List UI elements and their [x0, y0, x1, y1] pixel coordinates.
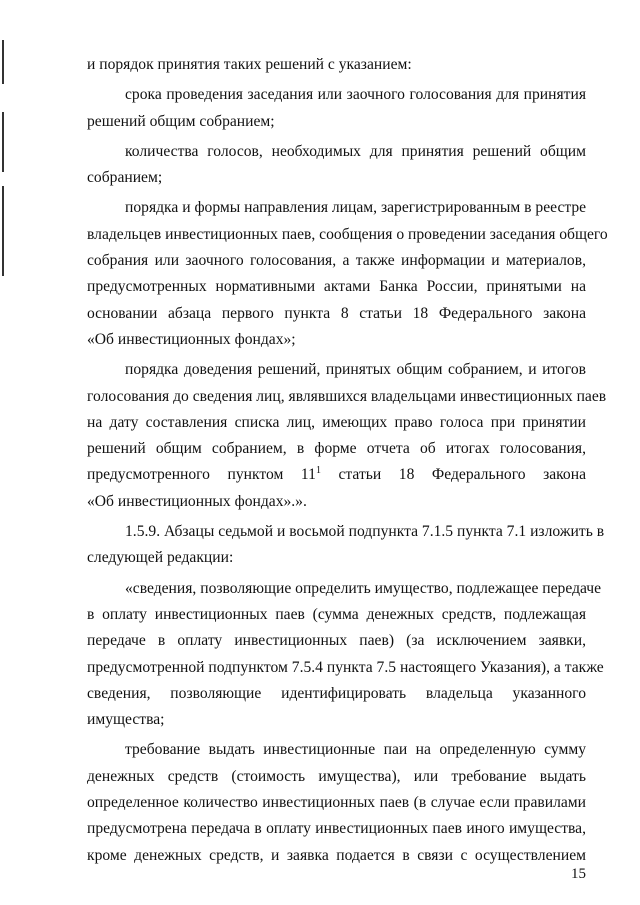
- text-line: владельцев инвестиционных паев, сообщения о проведении заседания общего: [87, 225, 608, 243]
- text-line: предусмотренной подпунктом 7.5.4 пункта 7.5 настоящего Указания), а также: [87, 658, 604, 676]
- margin-revision-bar: [2, 112, 4, 172]
- text-line: имущества;: [87, 711, 165, 729]
- text-fragment: предусмотренного пунктом 11: [87, 466, 316, 484]
- text-line: предусмотренных нормативными актами Банка России, принятыми на: [87, 278, 586, 296]
- paragraph-amendment-1-5-9: [87, 519, 605, 572]
- text-line: срока проведения заседания или заочного голосования для принятия: [125, 86, 586, 104]
- text-line: собранием;: [87, 169, 163, 187]
- text-line: собрания или заочного голосования, а также информации и материалов,: [87, 252, 586, 270]
- paragraph-notification-procedure: [87, 195, 608, 353]
- text-line: решений общим собранием, в форме отчета об итогах голосования,: [87, 440, 586, 458]
- text-line: [87, 462, 586, 488]
- paragraph-property-info: [87, 576, 604, 734]
- text-line: порядка и формы направления лицам, зарегистрированным в реестре: [125, 199, 587, 217]
- paragraph-continuation: [87, 52, 586, 78]
- superscript: 1: [315, 465, 321, 477]
- text-line: предусмотрена передача в оплату инвестиционных паев иного имущества,: [87, 820, 586, 838]
- text-line: решений общим собранием;: [87, 112, 275, 130]
- text-line: «Об инвестиционных фондах».».: [87, 492, 307, 510]
- text-line: сведения, позволяющие идентифицировать владельца указанного: [87, 684, 586, 702]
- text-line: «сведения, позволяющие определить имущество, подлежащее передаче: [125, 579, 602, 597]
- text-line: «Об инвестиционных фондах»;: [87, 330, 296, 348]
- paragraph-meeting-term: [87, 82, 586, 135]
- text-line: кроме денежных средств, и заявка подается в связи с осуществлением: [87, 846, 586, 864]
- text-line: определенное количество инвестиционных паев (в случае если правилами: [87, 794, 586, 812]
- text-line: основании абзаца первого пункта 8 статьи 18 Федерального закона: [87, 304, 586, 322]
- text-line: на дату составления списка лиц, имеющих право голоса при принятии: [87, 413, 586, 431]
- text-fragment: статьи 18 Федерального закона: [320, 466, 586, 484]
- paragraph-results-procedure: [87, 357, 607, 515]
- text-line: денежных средств (стоимость имущества), или требование выдать: [87, 767, 586, 785]
- margin-revision-bar: [2, 40, 4, 84]
- paragraph-issue-request: [87, 737, 586, 868]
- text-line: голосования до сведения лиц, являвшихся владельцами инвестиционных паев: [87, 387, 607, 405]
- margin-revision-bar: [2, 186, 4, 276]
- text-line: количества голосов, необходимых для принятия решений общим: [125, 142, 586, 160]
- text-line: порядка доведения решений, принятых общим собранием, и итогов: [125, 361, 586, 379]
- text-line: 1.5.9. Абзацы седьмой и восьмой подпункта 7.1.5 пункта 7.1 изложить в: [125, 523, 605, 541]
- text-line: передаче в оплату инвестиционных паев) (за исключением заявки,: [87, 632, 586, 650]
- text-line: требование выдать инвестиционные паи на определенную сумму: [125, 741, 586, 759]
- paragraph-votes-count: [87, 139, 586, 192]
- text-line: в оплату инвестиционных паев (сумма денежных средств, подлежащая: [87, 605, 586, 623]
- text-line: и порядок принятия таких решений с указанием:: [87, 56, 412, 73]
- text-line: следующей редакции:: [87, 549, 234, 567]
- document-body: [87, 52, 608, 873]
- page-number: 15: [571, 866, 586, 882]
